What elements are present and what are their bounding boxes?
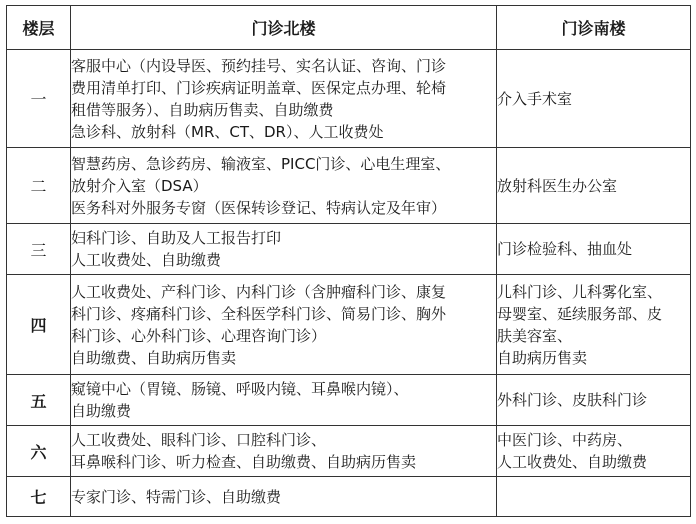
north-building-cell bbox=[71, 426, 497, 477]
north-line: 自助缴费、自助病历售卖 bbox=[71, 348, 237, 367]
south-building-cell bbox=[497, 375, 691, 426]
header-north-building: 门诊北楼 bbox=[71, 6, 497, 50]
north-line: 人工收费处、产科门诊、内科门诊（含肿瘤科门诊、康复 bbox=[71, 282, 447, 301]
north-line: 急诊科、放射科（MR、CT、DR）、人工收费处 bbox=[71, 122, 384, 141]
south-line: 中医门诊、中药房、 bbox=[497, 431, 633, 449]
north-line: 妇科门诊、自助及人工报告打印 bbox=[71, 229, 282, 247]
floor-label: 三 bbox=[7, 224, 71, 275]
floor-label: 四 bbox=[7, 275, 71, 375]
table-row-floor-3 bbox=[7, 224, 691, 275]
floor-label: 五 bbox=[7, 375, 71, 426]
south-building-cell bbox=[497, 224, 691, 275]
north-line: 客服中心（内设导医、预约挂号、实名认证、咨询、门诊 bbox=[71, 56, 447, 75]
south-building-cell bbox=[497, 50, 691, 148]
north-line: 科门诊、疼痛科门诊、全科医学科门诊、简易门诊、胸外 bbox=[71, 304, 447, 323]
table-row-floor-1 bbox=[7, 50, 691, 148]
floor-directory-table bbox=[6, 5, 691, 517]
header-south-building: 门诊南楼 bbox=[497, 6, 691, 50]
south-line: 自助病历售卖 bbox=[497, 348, 588, 367]
table-row-floor-5 bbox=[7, 375, 691, 426]
south-line: 母婴室、延续服务部、皮 bbox=[497, 304, 663, 323]
north-line: 窥镜中心（胃镜、肠镜、呼吸内镜、耳鼻喉内镜）、 bbox=[71, 380, 409, 398]
north-line: 专家门诊、特需门诊、自助缴费 bbox=[71, 487, 282, 506]
south-line: 儿科门诊、儿科雾化室、 bbox=[497, 282, 663, 301]
north-line: 费用清单打印、门诊疾病证明盖章、医保定点办理、轮椅 bbox=[71, 78, 447, 97]
north-line: 人工收费处、自助缴费 bbox=[71, 251, 222, 269]
table-row-floor-4 bbox=[7, 275, 691, 375]
north-line: 科门诊、心外科门诊、心理咨询门诊） bbox=[71, 326, 327, 345]
north-line: 智慧药房、急诊药房、输液室、PICC门诊、心电生理室、 bbox=[71, 154, 451, 173]
north-building-cell bbox=[71, 224, 497, 275]
table-row-floor-7 bbox=[7, 477, 691, 517]
north-line: 租借等服务）、自助病历售卖、自助缴费 bbox=[71, 100, 334, 119]
south-building-cell bbox=[497, 148, 691, 224]
north-building-cell bbox=[71, 50, 497, 148]
floor-label: 一 bbox=[7, 50, 71, 148]
north-line: 医务科对外服务专窗（医保转诊登记、特病认定及年审） bbox=[71, 198, 447, 217]
south-line: 肤美容室、 bbox=[497, 326, 573, 345]
north-building-cell bbox=[71, 477, 497, 517]
north-building-cell bbox=[71, 375, 497, 426]
header-row bbox=[7, 6, 691, 50]
header-floor: 楼层 bbox=[7, 6, 71, 50]
table-row-floor-2 bbox=[7, 148, 691, 224]
south-line: 人工收费处、自助缴费 bbox=[497, 453, 648, 471]
north-building-cell bbox=[71, 275, 497, 375]
south-line: 介入手术室 bbox=[497, 89, 573, 108]
south-line: 门诊检验科、抽血处 bbox=[497, 240, 633, 258]
north-line: 自助缴费 bbox=[71, 402, 132, 420]
north-line: 放射介入室（DSA） bbox=[71, 176, 208, 195]
table-row-floor-6 bbox=[7, 426, 691, 477]
floor-label: 二 bbox=[7, 148, 71, 224]
south-line: 外科门诊、皮肤科门诊 bbox=[497, 391, 648, 409]
south-building-cell bbox=[497, 426, 691, 477]
south-building-cell bbox=[497, 477, 691, 517]
north-building-cell bbox=[71, 148, 497, 224]
north-line: 人工收费处、眼科门诊、口腔科门诊、 bbox=[71, 431, 327, 449]
north-line: 耳鼻喉科门诊、听力检查、自助缴费、自助病历售卖 bbox=[71, 453, 417, 471]
floor-label: 七 bbox=[7, 477, 71, 517]
south-building-cell bbox=[497, 275, 691, 375]
floor-label: 六 bbox=[7, 426, 71, 477]
south-line: 放射科医生办公室 bbox=[497, 176, 618, 195]
